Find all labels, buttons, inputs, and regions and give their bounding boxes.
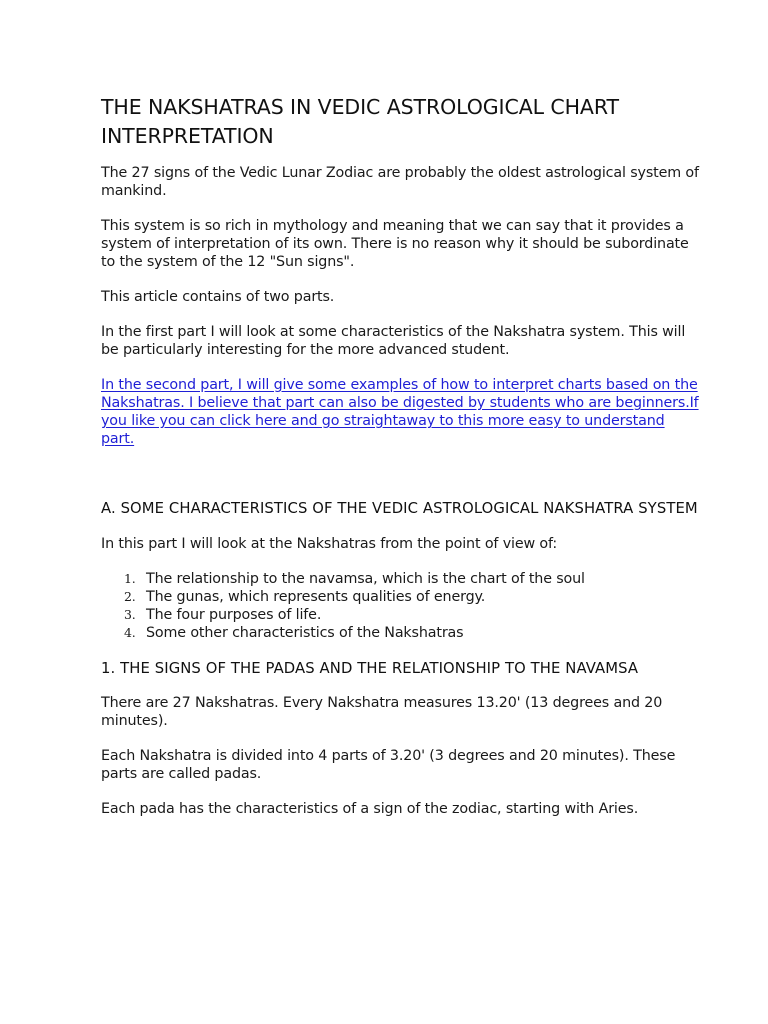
section-a-heading: A. SOME CHARACTERISTICS OF THE VEDIC ASTROLOGICAL NAKSHATRA SYSTEM [101,500,698,517]
intro-paragraph-4: In the first part I will look at some characteristics of the Nakshatra system. This will be particularly interesting for the more advanced student. [101,324,686,358]
section-1-paragraph-3: Each pada has the characteristics of a sign of the zodiac, starting with Aries. [101,801,639,817]
list-item [101,606,701,624]
section-1-paragraph-2: Each Nakshatra is divided into 4 parts of 3.20' (3 degrees and 20 minutes). These parts are called padas. [101,748,676,782]
list-item [101,624,701,642]
list-item-text: The relationship to the navamsa, which is the chart of the soul [146,571,585,587]
list-item-number: 3. [124,607,136,622]
purposes-list [101,570,701,642]
intro-paragraph-2: This system is so rich in mythology and meaning that we can say that it provides a system of interpretation of its own. There is no reason why it should be subordinate to the system of the 12 "Sun signs". [101,218,689,270]
list-item [101,570,701,588]
list-item-number: 4. [124,625,136,640]
section-1-heading: 1. THE SIGNS OF THE PADAS AND THE RELATIONSHIP TO THE NAVAMSA [101,660,639,677]
section-1-paragraph-1: There are 27 Nakshatras. Every Nakshatra measures 13.20' (13 degrees and 20 minutes). [101,695,663,729]
document-title: THE NAKSHATRAS IN VEDIC ASTROLOGICAL CHART INTERPRETATION [101,95,619,148]
second-part-link[interactable]: In the second part, I will give some examples of how to interpret charts based on the Nakshatras. I believe that part can also be digested by students who are beginners.If you like you can click here and go straightaway to this more easy to understand part. [101,377,699,447]
list-item [101,588,701,606]
list-item-text: The four purposes of life. [146,607,322,623]
list-item-number: 1. [124,571,136,586]
list-item-text: The gunas, which represents qualities of energy. [146,589,486,605]
document-page [101,93,701,835]
intro-paragraph-1: The 27 signs of the Vedic Lunar Zodiac are probably the oldest astrological system of mankind. [101,165,699,199]
intro-paragraph-3: This article contains of two parts. [101,289,335,305]
section-a-lead: In this part I will look at the Nakshatras from the point of view of: [101,536,558,552]
second-part-link-paragraph [101,376,701,448]
list-item-number: 2. [124,589,136,604]
list-item-text: Some other characteristics of the Nakshatras [146,625,464,641]
